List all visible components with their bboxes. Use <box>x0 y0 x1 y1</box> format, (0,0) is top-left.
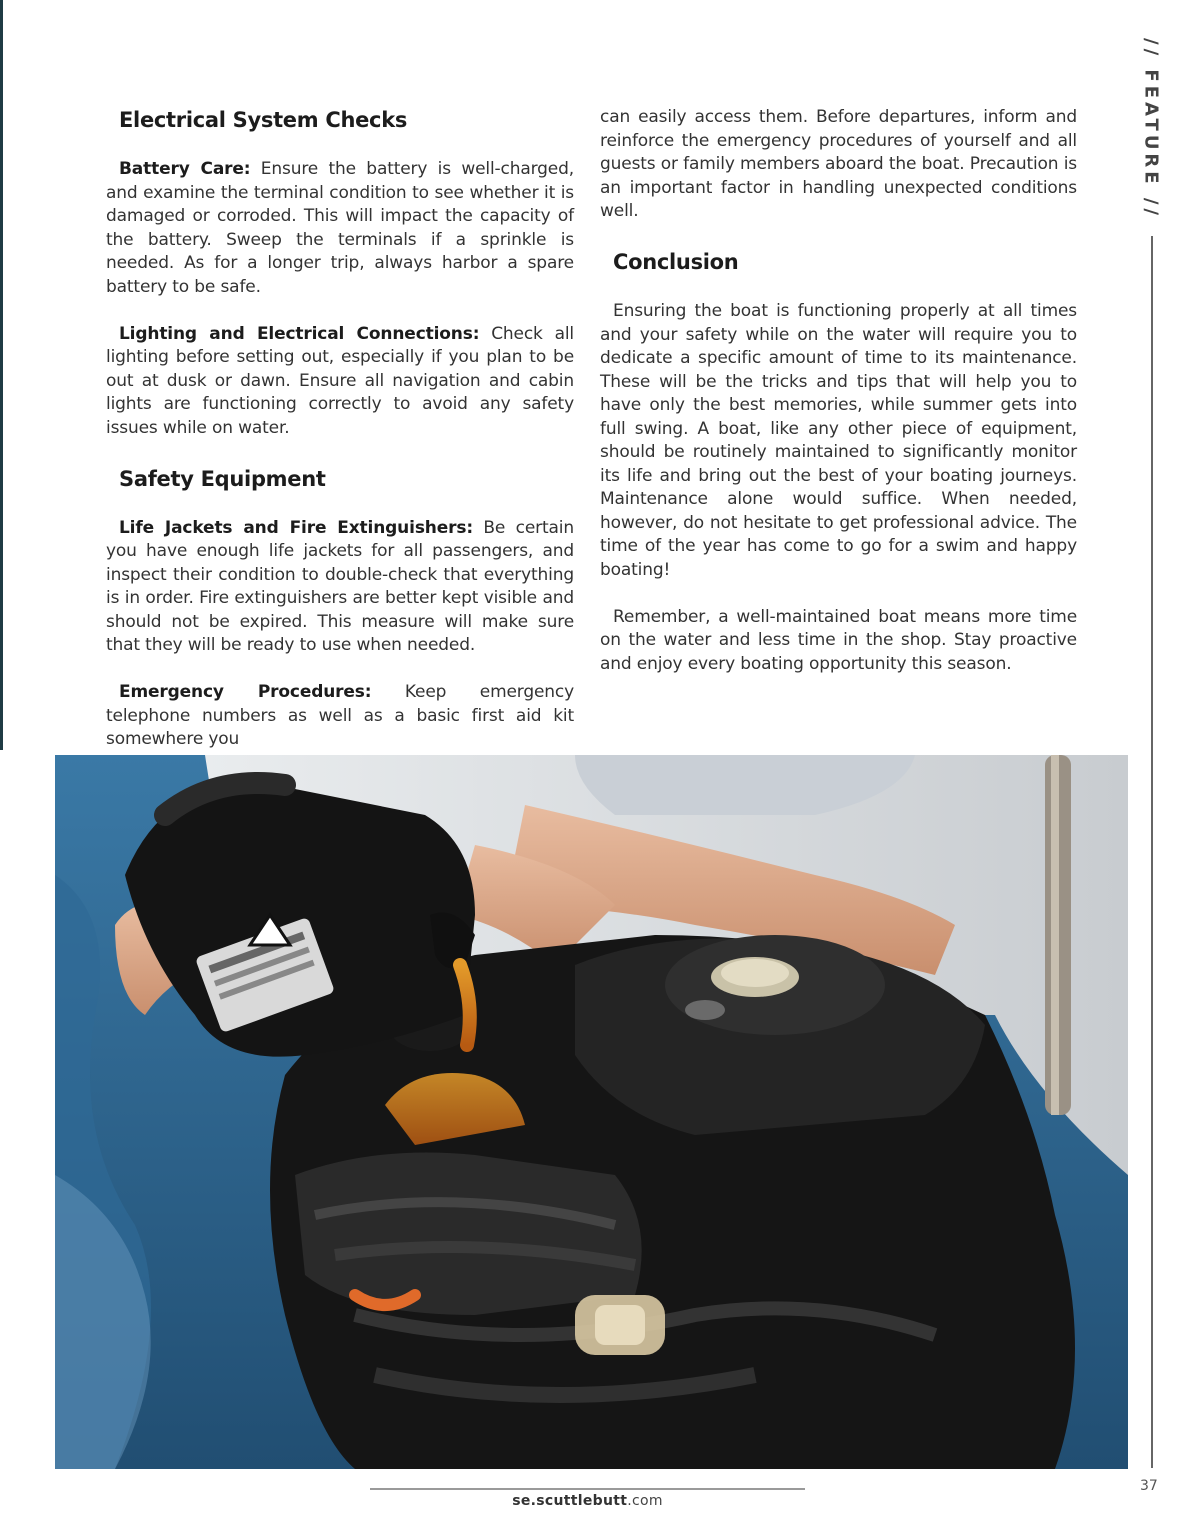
text-emergency: Keep emergency telephone numbers as well as a basic first aid kit somewhere you <box>106 682 575 749</box>
heading-safety: Safety Equipment <box>119 466 326 491</box>
lead-emergency: Emergency Procedures: <box>119 682 372 702</box>
footer-url[interactable] <box>370 1493 805 1509</box>
text-battery-care: Ensure the battery is well-charged, and examine the terminal condition to see whether it is damaged or corroded. This will impact the capacity of the battery. Sweep the terminals if a sprinkle is needed. As for a longer trip, always harbor a spare battery to be safe. <box>106 159 574 297</box>
footer-rule <box>370 1488 805 1490</box>
heading-conclusion: Conclusion <box>613 250 739 274</box>
lead-lighting: Lighting and Electrical Connections: <box>119 323 480 344</box>
paragraph-emergency-continued: can easily access them. Before departures, inform and reinforce the emergency procedures of yourself and all guests or family members aboard the boat. Precaution is an important factor in handling unexpected conditions well. <box>600 107 1077 221</box>
section-tag-text: // FEATURE // <box>1140 38 1162 220</box>
section-tag <box>1136 38 1166 218</box>
text-lighting: Check all lighting before setting out, especially if you plan to be out at dusk or dawn. Ensure all navigation and cabin lights are functioning correctly to avoid any safety issues while on water. <box>106 323 574 438</box>
right-column <box>600 106 1077 700</box>
text-life-jackets: Be certain you have enough life jackets for all passengers, and inspect their condition to double-check that everything is in order. Fire extinguishers are better kept visible and should not be expired. This measure will make sure that they will be ready to use when needed. <box>106 517 574 655</box>
page-edge-strip <box>0 0 3 750</box>
footer-url-tail: .com <box>627 1493 663 1509</box>
left-column <box>106 105 574 775</box>
paragraph-battery-care <box>106 158 574 299</box>
page-number: 37 <box>1140 1478 1158 1494</box>
paragraph-life-jackets <box>106 517 574 658</box>
paragraph-lighting <box>106 323 574 441</box>
photo-illustration <box>55 755 1128 1469</box>
lead-life-jackets: Life Jackets and Fire Extinguishers: <box>119 517 473 538</box>
outboard-engine-oil-photo <box>55 755 1128 1469</box>
heading-electrical: Electrical System Checks <box>119 108 408 132</box>
paragraph-emergency <box>106 681 574 752</box>
footer-url-bold: se.scuttlebutt <box>512 1493 628 1509</box>
sidebar-rule <box>1151 236 1153 1468</box>
paragraph-conclusion-2: Remember, a well-maintained boat means more time on the water and less time in the shop. Stay proactive and enjoy every boating opportunity this season. <box>600 606 1077 674</box>
lead-battery-care: Battery Care: <box>119 159 251 179</box>
paragraph-conclusion-1: Ensuring the boat is functioning properly at all times and your safety while on the water will require you to dedicate a specific amount of time to its maintenance. These will be the tricks and tips that will help you to have only the best memories, while summer gets into full swing. A boat, like any other piece of equipment, should be routinely maintained to significantly monitor its life and bring out the best of your boating journeys. Maintenance alone would suffice. When needed, however, do not hesitate to get professional advice. The time of the year has come to go for a swim and happy boating! <box>600 301 1077 580</box>
